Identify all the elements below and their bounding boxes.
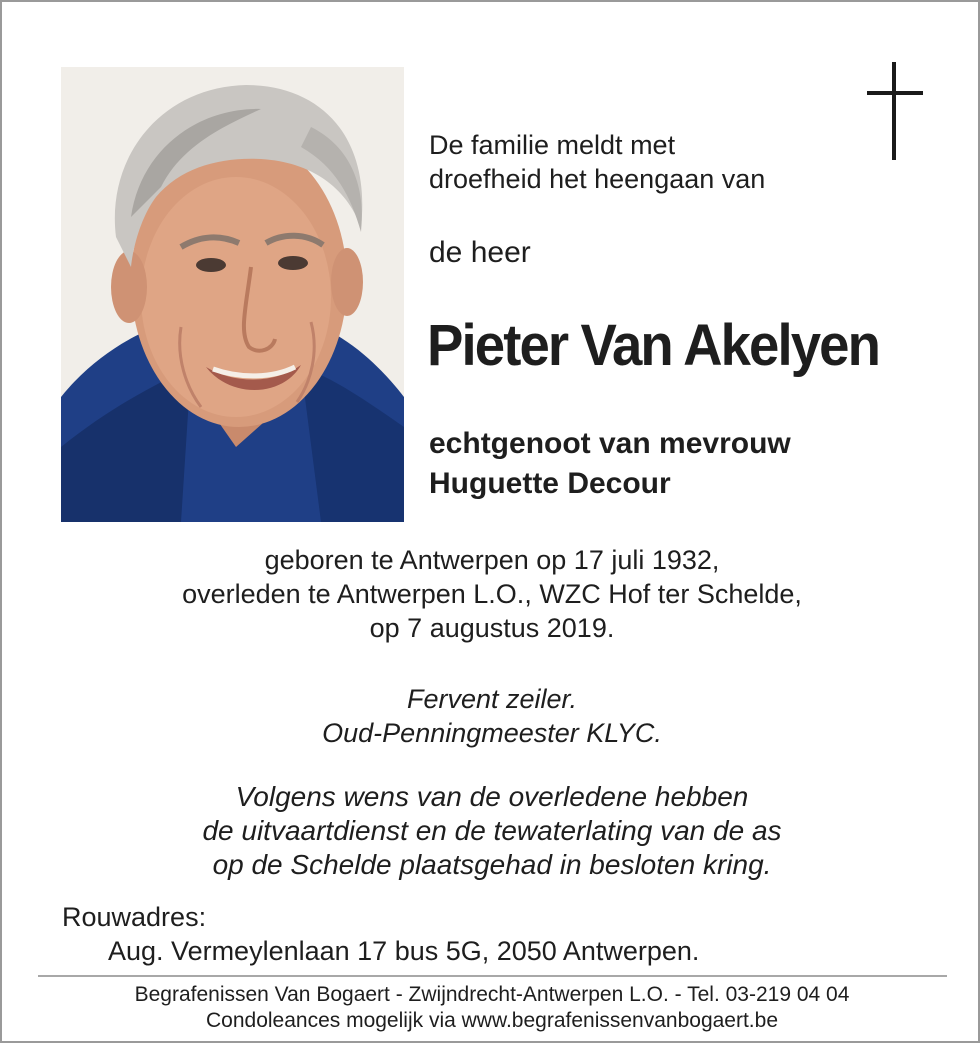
honorific: de heer <box>429 236 531 269</box>
address-value: Aug. Vermeylenlaan 17 bus 5G, 2050 Antwerpen. <box>108 936 700 966</box>
divider <box>38 975 947 977</box>
spouse-line: Huguette Decour <box>429 467 671 500</box>
wish-line: op de Schelde plaatsgehad in besloten kring. <box>212 849 772 880</box>
spouse-line: echtgenoot van mevrouw <box>429 427 791 460</box>
intro-line: droefheid het heengaan van <box>429 164 766 194</box>
announcement-intro <box>429 128 765 196</box>
dates-line: op 7 augustus 2019. <box>369 613 615 643</box>
footer <box>2 982 980 1034</box>
dates-line: geboren te Antwerpen op 17 juli 1932, <box>264 545 720 575</box>
dates-line: overleden te Antwerpen L.O., WZC Hof ter Schelde, <box>182 579 802 609</box>
cross-icon <box>864 62 926 162</box>
footer-line: Condoleances mogelijk via www.begrafenissenvanbogaert.be <box>205 1009 778 1032</box>
address-label: Rouwadres: <box>62 902 207 932</box>
spouse-info <box>429 424 791 504</box>
footer-line: Begrafenissen Van Bogaert - Zwijndrecht-Antwerpen L.O. - Tel. 03-219 04 04 <box>134 983 850 1006</box>
funeral-note <box>2 780 980 882</box>
birth-death-dates <box>2 543 980 645</box>
note-line: Oud-Penningmeester KLYC. <box>322 718 662 748</box>
portrait-photo <box>61 67 404 522</box>
wish-line: Volgens wens van de overledene hebben <box>235 781 749 812</box>
intro-line: De familie meldt met <box>429 130 676 160</box>
note-line: Fervent zeiler. <box>406 684 578 714</box>
deceased-name: Pieter Van Akelyen <box>427 313 880 378</box>
wish-line: de uitvaartdienst en de tewaterlating van de as <box>202 815 782 846</box>
personal-note <box>2 682 980 750</box>
